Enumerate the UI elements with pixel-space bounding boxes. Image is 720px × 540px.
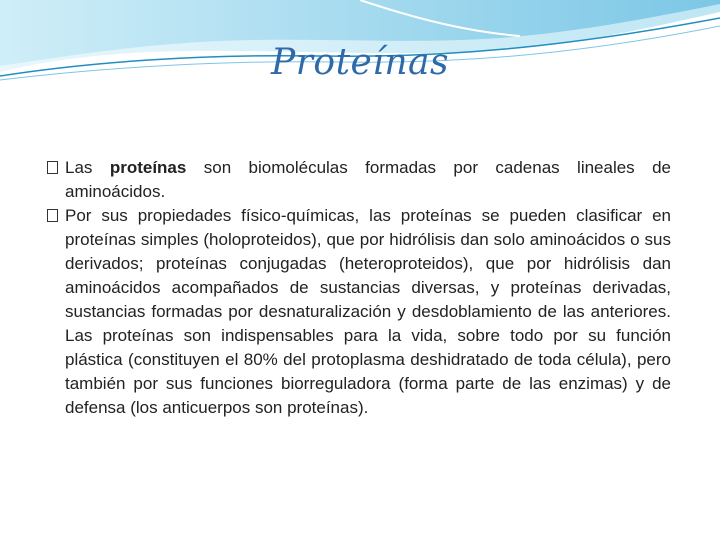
bold-term: proteínas <box>109 158 187 177</box>
slide-body <box>47 156 671 420</box>
slide-title: Proteínas <box>270 42 449 83</box>
bullet-text: Las proteínas son biomoléculas formadas por cadenas lineales de aminoácidos. <box>65 158 671 201</box>
bullet-item <box>47 156 671 204</box>
bullet-box-icon <box>47 161 58 174</box>
bullet-text: Por sus propiedades físico-químicas, las proteínas se pueden clasificar en proteínas simples (holoproteidos), que por hidrólisis dan solo aminoácidos o sus derivados; proteínas conjugadas (heteroproteidos), que por hidrólisis dan aminoácidos acompañados de sustancias diversas, y proteínas derivadas, sustancias formadas por desnaturalización y desdoblamiento de las anteriores. Las proteínas son indispensables para la vida, sobre todo por su función plástica (constituyen el 80% del protoplasma deshidratado de toda célula), pero también por sus funciones biorreguladora (forma parte de las enzimas) y de defensa (los anticuerpos son proteínas). <box>65 206 671 417</box>
bullet-item <box>47 204 671 420</box>
bullet-box-icon <box>47 209 58 222</box>
